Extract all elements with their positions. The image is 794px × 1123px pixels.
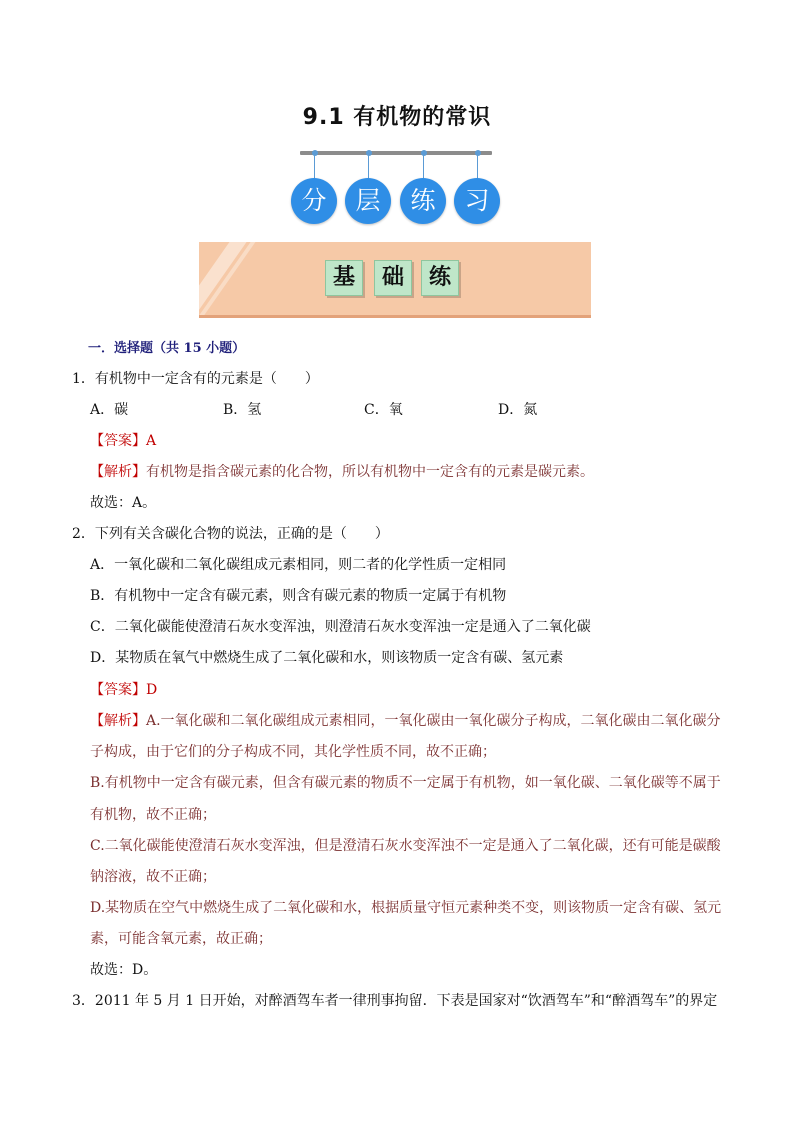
page-title: 9.1 有机物的常识 [302,105,492,130]
answer-value: A [146,433,157,449]
q2-answer [90,680,157,700]
header-circle-2: 层 [345,178,391,224]
q2-choice: 故选：D。 [90,962,158,978]
q1-answer [90,431,156,451]
q2-analysis-line-3: B.有机物中一定含有碳元素，但含有碳元素的物质不一定属于有机物，如一氧化碳、二氧化碳等不属于 [90,775,721,791]
q1-option-a: A．碳 [90,402,129,418]
q1-option-b: B．氢 [223,402,262,418]
q2-option-d: D．某物质在氧气中燃烧生成了二氧化碳和水，则该物质一定含有碳、氢元素 [90,650,564,666]
rail-pin [312,150,318,156]
q2-analysis-line-7: D.某物质在空气中燃烧生成了二氧化碳和水，根据质量守恒元素种类不变，则该物质一定含有碳、氢元 [90,900,722,916]
rail-pin [366,150,372,156]
q1-option-d: D．氮 [498,402,538,418]
rail-pin [421,150,427,156]
answer-value: D [146,682,158,698]
rail-pin-line [314,155,315,179]
header-circle-1: 分 [291,178,337,224]
q1-analysis [90,462,594,482]
section-heading: 一．选择题（共 15 小题） [88,341,246,356]
header-circle-3: 练 [400,178,446,224]
banner-tile-3: 练 [421,260,459,296]
analysis-tag: 【解析】 [90,713,146,729]
analysis-text: A.一氧化碳和二氧化碳组成元素相同，一氧化碳由一氧化碳分子构成，二氧化碳由二氧化碳分 [146,713,721,729]
q2-option-c: C．二氧化碳能使澄清石灰水变浑浊，则澄清石灰水变浑浊一定是通入了二氧化碳 [90,619,591,635]
answer-tag: 【答案】 [90,682,146,698]
q2-analysis-line-1 [90,711,721,731]
q2-option-b: B．有机物中一定含有碳元素，则含有碳元素的物质一定属于有机物 [90,588,507,604]
rail-pin-line [423,155,424,179]
q2-option-a: A．一氧化碳和二氧化碳组成元素相同，则二者的化学性质一定相同 [90,557,507,573]
rail-pin-line [368,155,369,179]
q1-choice: 故选：A。 [90,495,157,511]
banner-tile-2: 础 [374,260,412,296]
q2-analysis-line-8: 素，可能含氧元素，故正确； [90,931,272,947]
q1-stem: 1．有机物中一定含有的元素是（ ） [72,371,319,387]
banner-tile-1: 基 [325,260,363,296]
rail-pin [475,150,481,156]
q2-analysis-line-6: 钠溶液，故不正确； [90,869,216,885]
q2-analysis-line-5: C.二氧化碳能使澄清石灰水变浑浊，但是澄清石灰水变浑浊不一定是通入了二氧化碳，还有可能是碳酸 [90,838,721,854]
q3-stem: 3．2011 年 5 月 1 日开始，对醉酒驾车者一律刑事拘留．下表是国家对“饮酒驾车”和“醉酒驾车”的界定 [72,993,718,1009]
header-circle-4: 习 [454,178,500,224]
q1-option-c: C．氧 [364,402,403,418]
q2-analysis-line-2: 子构成，由于它们的分子构成不同，其化学性质不同，故不正确； [90,744,496,760]
answer-tag: 【答案】 [90,433,146,449]
q2-analysis-line-4: 有机物，故不正确； [90,807,216,823]
header-rail [300,151,492,155]
practice-level-banner [199,242,591,318]
rail-pin-line [477,155,478,179]
q2-stem: 2．下列有关含碳化合物的说法，正确的是（ ） [72,526,389,542]
analysis-text: 有机物是指含碳元素的化合物，所以有机物中一定含有的元素是碳元素。 [146,464,594,480]
analysis-tag: 【解析】 [90,464,146,480]
